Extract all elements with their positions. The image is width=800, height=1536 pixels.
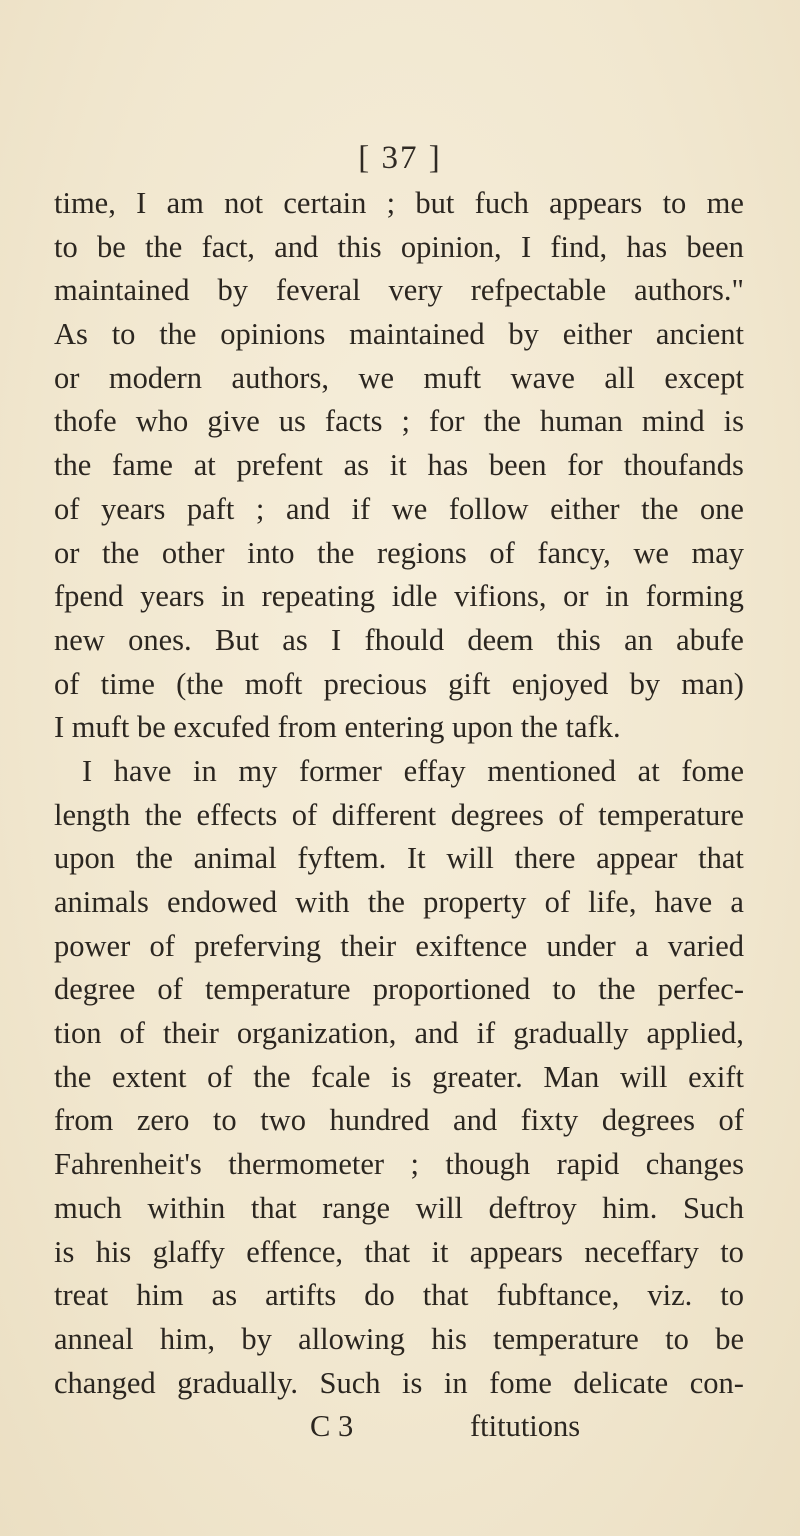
catchword: ftitutions (470, 1409, 581, 1444)
body-text (54, 182, 744, 1449)
text-line: of years paft ; and if we follow either the one (54, 491, 744, 526)
text-line: is his glaffy effence, that it appears neceffary to (54, 1234, 744, 1269)
text-line: the fame at prefent as it has been for thoufands (54, 448, 744, 483)
text-line: Fahrenheit's thermometer ; though rapid changes (54, 1147, 744, 1182)
text-line: of time (the moft precious gift enjoyed by man) (54, 666, 744, 701)
text-line: degree of temperature proportioned to the perfec- (54, 972, 744, 1007)
page-number-header: [ 37 ] (358, 140, 442, 176)
text-line: treat him as artifts do that fubftance, viz. to (54, 1278, 744, 1313)
text-line: or modern authors, we muft wave all except (54, 360, 744, 395)
text-line: As to the opinions maintained by either ancient (54, 317, 744, 352)
text-line: thofe who give us facts ; for the human mind is (54, 404, 744, 439)
text-line: length the effects of different degrees of temperature (54, 797, 744, 832)
text-line: the extent of the fcale is greater. Man will exift (54, 1059, 744, 1094)
text-line: power of preferving their exiftence under a varied (54, 928, 744, 963)
text-line: or the other into the regions of fancy, we may (54, 535, 744, 570)
text-line: much within that range will deftroy him. Such (54, 1190, 744, 1225)
text-line: I muft be excufed from entering upon the tafk. (54, 710, 621, 745)
text-line: animals endowed with the property of life, have a (54, 885, 744, 919)
text-line: maintained by feveral very refpectable authors." (54, 273, 744, 308)
text-line: tion of their organization, and if gradually applied, (54, 1016, 744, 1051)
text-line: to be the fact, and this opinion, I find, has been (54, 229, 744, 264)
text-line: I have in my former effay mentioned at fome (82, 753, 744, 788)
text-line: upon the animal fyftem. It will there appear that (54, 841, 744, 876)
text-line: fpend years in repeating idle vifions, or in forming (54, 579, 744, 614)
text-line: changed gradually. Such is in fome delicate con- (54, 1365, 744, 1400)
text-line: time, I am not certain ; but fuch appears to me (54, 186, 744, 220)
signature-mark: C 3 (310, 1409, 354, 1444)
text-line: anneal him, by allowing his temperature to be (54, 1321, 744, 1356)
signature-line (54, 1405, 744, 1449)
text-line: from zero to two hundred and fixty degrees of (54, 1103, 744, 1138)
text-line: new ones. But as I fhould deem this an abufe (54, 622, 744, 657)
